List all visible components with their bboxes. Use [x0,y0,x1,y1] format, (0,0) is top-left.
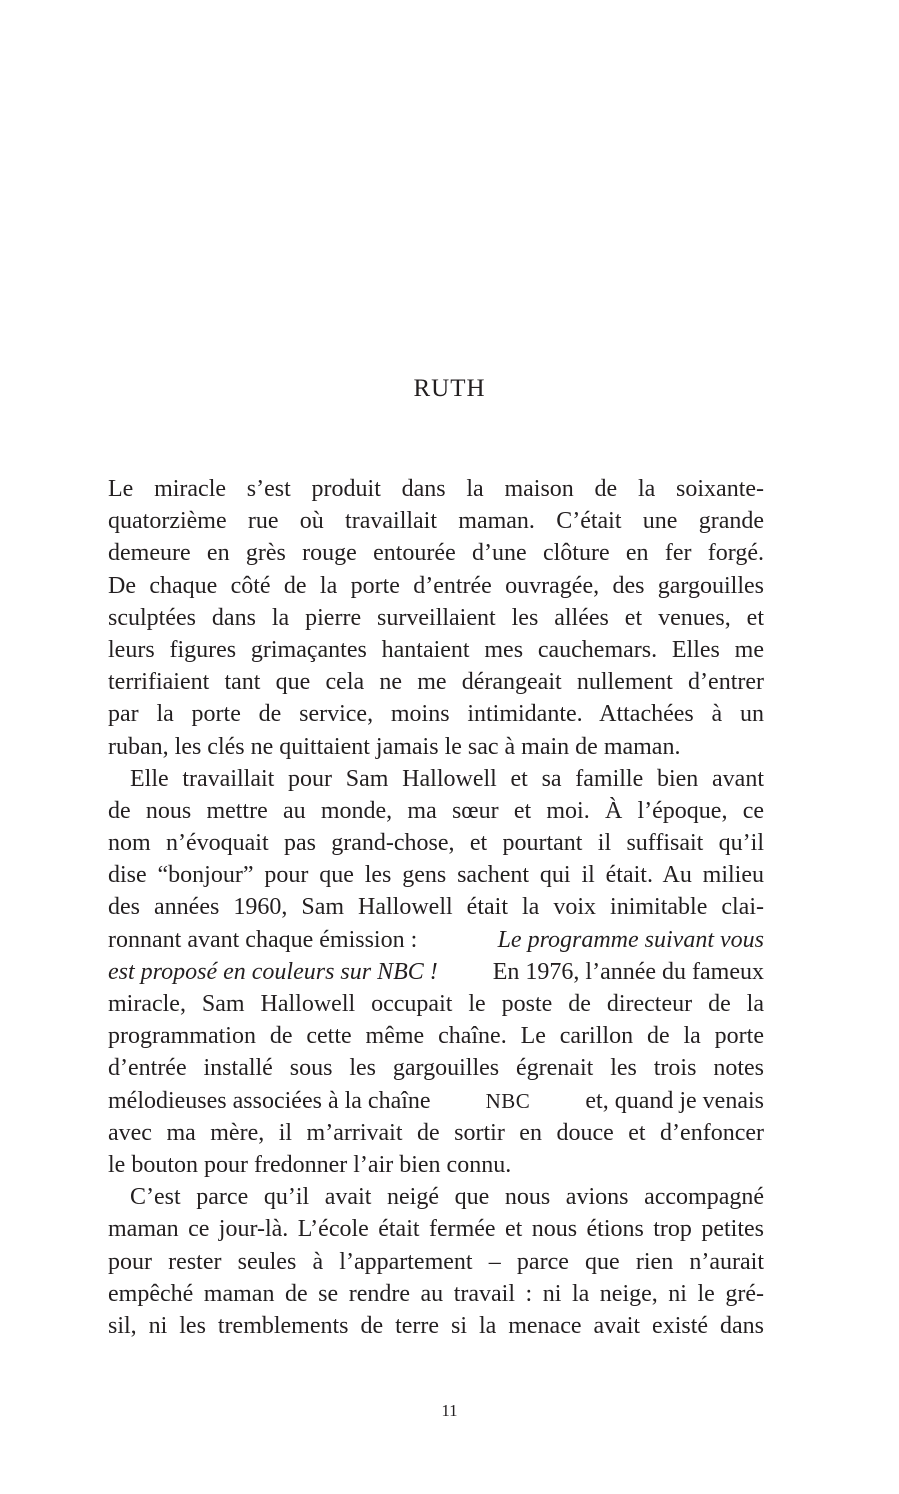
body-text [108,473,764,1342]
text-line: miracle, Sam Hallowell occupait le poste de directeur de la [108,991,764,1017]
paragraph-3 [108,1181,764,1342]
italic-segment: Le programme suivant vous [497,926,764,953]
text-line: programmation de cette même chaîne. Le carillon de la porte [108,1023,764,1050]
paragraph-1 [108,473,764,763]
text-line: pour rester seules à l’appartement – parce que rien n’aurait [108,1248,764,1275]
text-segment: et, quand je venais [585,1087,764,1114]
text-line: sil, ni les tremblements de terre si la menace avait existé dans [108,1312,764,1339]
text-line: des années 1960, Sam Hallowell était la voix inimitable clai- [108,894,764,921]
text-line: ruban, les clés ne quittaient jamais le sac à main de maman. [108,733,681,760]
chapter-title: RUTH [413,375,486,402]
text-line: sculptées dans la pierre surveillaient les allées et venues, et [108,604,764,631]
text-line: Le miracle s’est produit dans la maison de la soixante- [108,476,764,502]
text-line: d’entrée installé sous les gargouilles égrenait les trois notes [108,1055,764,1082]
text-segment: ronnant avant chaque émission : [108,926,418,953]
text-line: De chaque côté de la porte d’entrée ouvragée, des gargouilles [108,572,764,599]
text-line: empêché maman de se rendre au travail : ni la neige, ni le gré- [108,1280,764,1307]
text-line: C’est parce qu’il avait neigé que nous avions accompagné [130,1184,764,1211]
text-segment: En 1976, l’année du fameux [492,958,764,985]
text-line: quatorzième rue où travaillait maman. C’était une grande [108,508,764,535]
text-line: dise “bonjour” pour que les gens sachent qui il était. Au milieu [108,862,764,889]
text-line: avec ma mère, il m’arrivait de sortir en douce et d’enfoncer [108,1119,764,1146]
text-line: leurs figures grimaçantes hantaient mes cauchemars. Elles me [108,636,764,663]
text-line: demeure en grès rouge entourée d’une clôture en fer forgé. [108,540,764,567]
italic-segment: est proposé en couleurs sur NBC ! [108,958,438,985]
text-line: nom n’évoquait pas grand-chose, et pourtant il suffisait qu’il [108,830,764,857]
page-number: 11 [441,1401,458,1420]
text-line: par la porte de service, moins intimidante. Attachées à un [108,701,764,728]
text-line: maman ce jour-là. L’école était fermée et nous étions trop petites [108,1216,764,1243]
text-line: de nous mettre au monde, ma sœur et moi. À l’époque, ce [108,797,764,824]
text-line [108,1085,764,1117]
nbc-abbreviation: NBC [485,1088,531,1113]
text-line [108,956,764,988]
text-segment: mélodieuses associées à la chaîne [108,1087,431,1114]
text-line [108,924,764,956]
text-line: terrifiaient tant que cela ne me dérangeait nullement d’entrer [108,669,764,696]
paragraph-2 [108,763,764,1181]
text-line: le bouton pour fredonner l’air bien connu. [108,1151,512,1178]
text-line: Elle travaillait pour Sam Hallowell et sa famille bien avant [130,765,764,792]
